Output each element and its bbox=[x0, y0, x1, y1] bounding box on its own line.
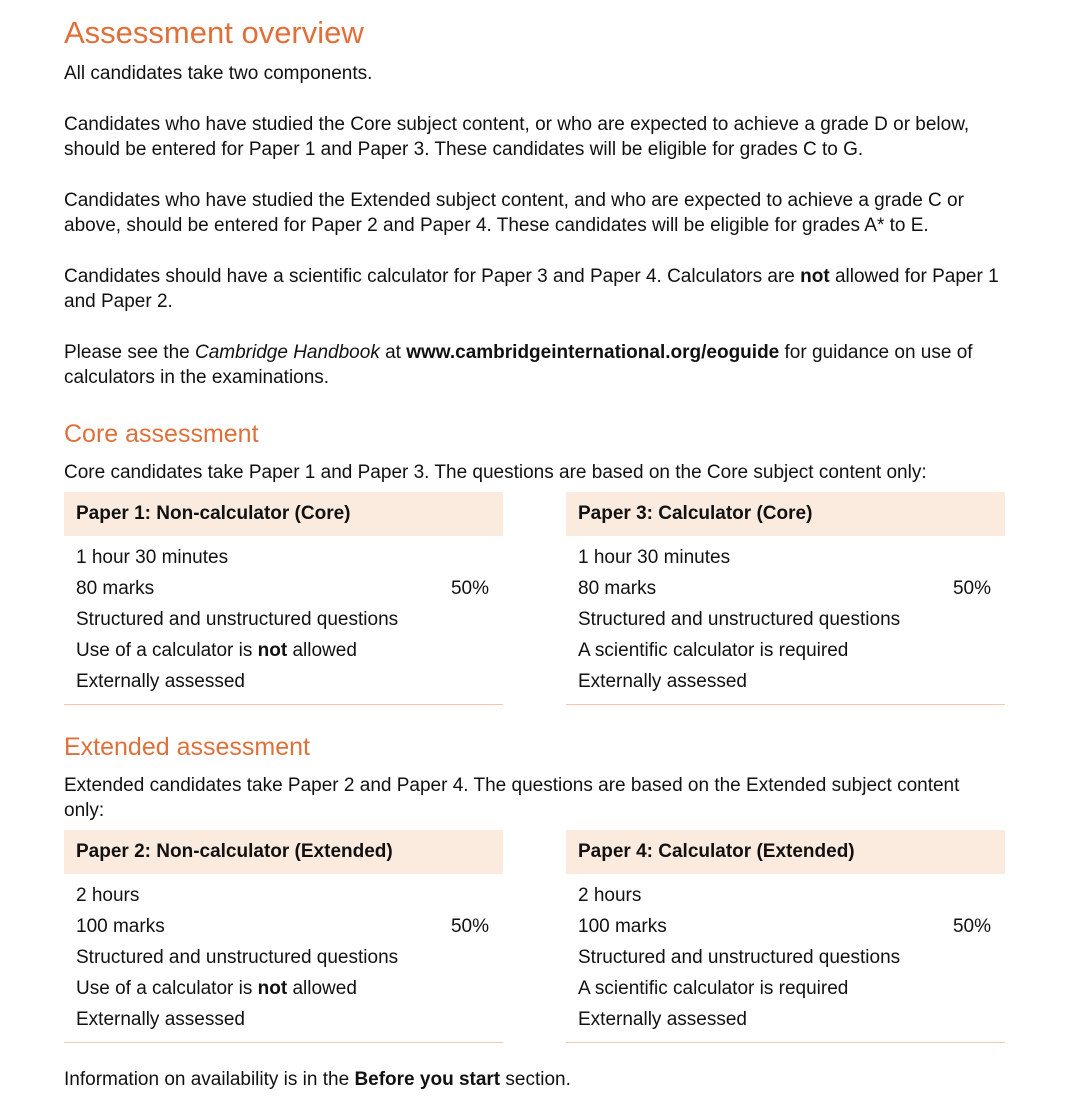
paper-2-assessed: Externally assessed bbox=[76, 1009, 245, 1030]
paper-1-marks-row bbox=[64, 576, 503, 607]
paper-1-assessed: Externally assessed bbox=[76, 671, 245, 692]
paper-2-question-type: Structured and unstructured questions bbox=[76, 947, 399, 968]
paper-3-title: Paper 3: Calculator (Core) bbox=[566, 492, 1005, 536]
paper-1-calculator-rule bbox=[64, 638, 503, 669]
paper-4-question-type: Structured and unstructured questions bbox=[578, 947, 901, 968]
paper-2-marks-row bbox=[64, 914, 503, 945]
page-title: Assessment overview bbox=[64, 15, 364, 50]
core-eligibility-paragraph: Candidates who have studied the Core subject content, or who are expected to achieve a grade D or below, should be entered for Paper 1 and Paper 3. These candidates will be eligible for grades C to G. bbox=[64, 114, 970, 160]
paper-4-calculator-rule bbox=[566, 976, 1005, 1007]
paper-1-calc-post: allowed bbox=[287, 640, 357, 661]
handbook-paragraph bbox=[64, 340, 1014, 390]
paper-4-details bbox=[566, 874, 1005, 1043]
calculator-paragraph bbox=[64, 264, 1014, 314]
handbook-title: Cambridge Handbook bbox=[194, 342, 380, 363]
paper-3-duration: 1 hour 30 minutes bbox=[578, 547, 731, 568]
paper-4-duration: 2 hours bbox=[578, 885, 642, 906]
handbook-text-3: for guidance on use of calculators in the examinations. bbox=[64, 342, 973, 388]
paper-2-calculator-rule bbox=[64, 976, 503, 1007]
paper-1-weight: 50% bbox=[450, 578, 489, 599]
paper-2-calc-pre: Use of a calculator is bbox=[76, 978, 258, 999]
paper-1-details bbox=[64, 536, 503, 705]
paper-1-calc-bold: not bbox=[257, 640, 288, 661]
paper-3-marks: 80 marks bbox=[578, 578, 657, 599]
paper-4-card bbox=[566, 830, 1005, 1043]
paper-2-card bbox=[64, 830, 503, 1043]
paper-2-title: Paper 2: Non-calculator (Extended) bbox=[64, 830, 503, 874]
paper-3-assessed: Externally assessed bbox=[578, 671, 747, 692]
extended-eligibility-paragraph: Candidates who have studied the Extended subject content, and who are expected to achieve a grade C or above, should be entered for Paper 2 and Paper 4. These candidates will be eligible for grades A* to E. bbox=[64, 190, 964, 236]
calculator-text-bold: not bbox=[800, 266, 830, 287]
paper-3-weight: 50% bbox=[952, 578, 991, 599]
paper-2-marks: 100 marks bbox=[76, 916, 165, 937]
extended-assessment-heading: Extended assessment bbox=[64, 733, 310, 761]
paper-3-marks-row bbox=[566, 576, 1005, 607]
paper-1-duration: 1 hour 30 minutes bbox=[76, 547, 229, 568]
paper-4-marks-row bbox=[566, 914, 1005, 945]
handbook-text-1: Please see the bbox=[64, 342, 195, 363]
core-assessment-intro: Core candidates take Paper 1 and Paper 3. The questions are based on the Core subject content only: bbox=[64, 462, 927, 483]
availability-note bbox=[64, 1067, 1014, 1092]
calculator-text-2: allowed for Paper 1 and Paper 2. bbox=[64, 266, 999, 312]
paper-3-calc-pre: A scientific calculator is required bbox=[578, 640, 849, 661]
paper-4-marks: 100 marks bbox=[578, 916, 667, 937]
paper-1-card bbox=[64, 492, 503, 705]
paper-2-details bbox=[64, 874, 503, 1043]
paper-4-weight: 50% bbox=[952, 916, 991, 937]
paper-1-question-type: Structured and unstructured questions bbox=[76, 609, 399, 630]
paper-4-title: Paper 4: Calculator (Extended) bbox=[566, 830, 1005, 874]
before-you-start-link[interactable]: Before you start bbox=[354, 1069, 501, 1090]
paper-1-marks: 80 marks bbox=[76, 578, 155, 599]
paper-1-title: Paper 1: Non-calculator (Core) bbox=[64, 492, 503, 536]
paper-3-question-type: Structured and unstructured questions bbox=[578, 609, 901, 630]
paper-1-calc-pre: Use of a calculator is bbox=[76, 640, 258, 661]
extended-assessment-intro: Extended candidates take Paper 2 and Paper 4. The questions are based on the Extended subject content only: bbox=[64, 775, 960, 821]
core-assessment-heading: Core assessment bbox=[64, 420, 259, 448]
calculator-text-1: Candidates should have a scientific calculator for Paper 3 and Paper 4. Calculators are bbox=[64, 266, 801, 287]
paper-2-calc-post: allowed bbox=[287, 978, 357, 999]
intro-paragraph: All candidates take two components. bbox=[64, 63, 373, 84]
paper-3-calculator-rule bbox=[566, 638, 1005, 669]
paper-2-duration: 2 hours bbox=[76, 885, 140, 906]
availability-text-1: Information on availability is in the bbox=[64, 1069, 355, 1090]
paper-2-calc-bold: not bbox=[257, 978, 288, 999]
handbook-link[interactable]: www.cambridgeinternational.org/eoguide bbox=[406, 342, 780, 363]
paper-3-details bbox=[566, 536, 1005, 705]
paper-3-card bbox=[566, 492, 1005, 705]
handbook-text-2: at bbox=[379, 342, 407, 363]
paper-4-calc-pre: A scientific calculator is required bbox=[578, 978, 849, 999]
paper-4-assessed: Externally assessed bbox=[578, 1009, 747, 1030]
availability-text-2: section. bbox=[500, 1069, 571, 1090]
paper-2-weight: 50% bbox=[450, 916, 489, 937]
